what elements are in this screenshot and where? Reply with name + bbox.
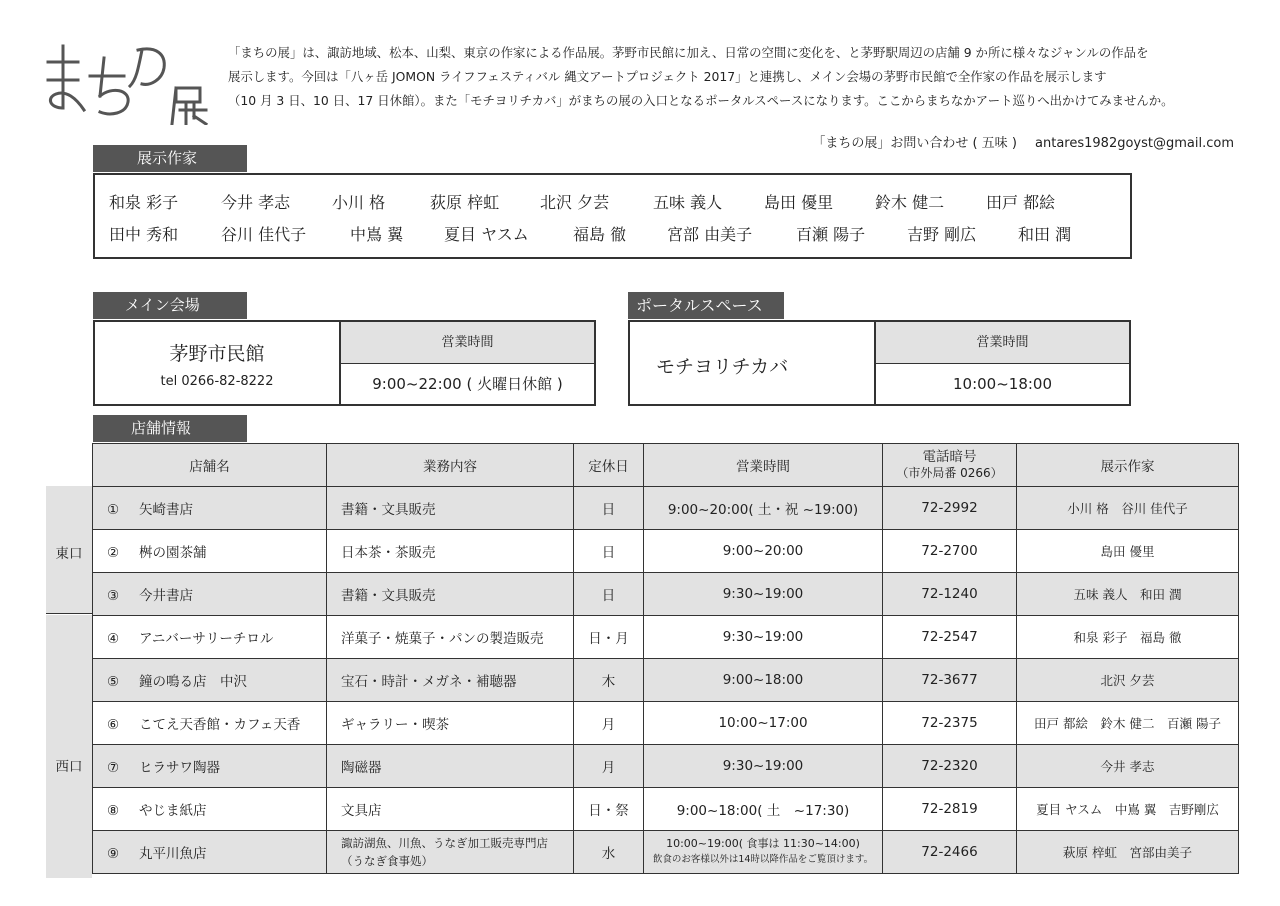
artist-name: 田戸 都絵 (986, 193, 1056, 212)
store-phone: 72-2547 (921, 629, 978, 645)
table-row (93, 788, 1239, 831)
table-row (93, 659, 1239, 702)
store-phone: 72-2992 (921, 500, 978, 516)
store-hours-note: 飲食のお客様以外は14時以降作品をご覧頂けます。 (652, 854, 874, 865)
store-artists: 和泉 彩子 福島 徹 (1073, 630, 1182, 645)
store-name: やじま紙店 (139, 803, 207, 819)
store-business: 書籍・文具販売 (341, 588, 436, 604)
contact-info (812, 132, 1234, 151)
store-business: 諏訪湖魚、川魚、うなぎ加工販売専門店 (341, 836, 548, 850)
logo (44, 40, 209, 125)
store-name-cell (93, 616, 327, 659)
artist-name: 島田 優里 (764, 193, 834, 212)
portal-space-hours: 10:00~18:00 (952, 375, 1053, 393)
store-hours: 9:00~18:00 (722, 672, 804, 688)
exit-west (46, 615, 92, 878)
store-hours: 10:00~17:00 (718, 715, 808, 731)
store-artists-cell (1017, 831, 1239, 874)
store-hours-cell (644, 616, 883, 659)
store-hours: 9:30~19:00 (722, 629, 804, 645)
store-hours-cell (644, 745, 883, 788)
store-name-cell (93, 659, 327, 702)
store-closed: 木 (601, 674, 616, 690)
intro-line-1: 「まちの展」は、諏訪地域、松本、山梨、東京の作家による作品展。茅野市民館に加え、日常の空間に変化を、と茅野駅周辺の店舗 9 か所に様々なジャンルの作品を (228, 45, 1149, 60)
store-artists: 五味 義人 和田 潤 (1073, 587, 1182, 602)
svg-text:まちの展: まちの展 (44, 40, 48, 41)
store-phone: 72-2320 (921, 758, 978, 774)
store-hours-cell (644, 530, 883, 573)
store-name-cell (93, 745, 327, 788)
artist-name: 今井 孝志 (221, 193, 291, 212)
store-phone-cell (883, 788, 1017, 831)
artists-box (93, 173, 1132, 259)
intro-line-2: 展示します。今回は「八ヶ岳 JOMON ライフフェスティバル 縄文アートプロジェクト 2017」と連携し、メイン会場の茅野市民館で全作家の作品を展示します (228, 69, 1107, 84)
store-name-cell (93, 831, 327, 874)
artist-name: 五味 義人 (653, 193, 723, 212)
store-closed-cell (574, 487, 644, 530)
store-name: 鐘の鳴る店 中沢 (139, 674, 247, 690)
store-closed-cell (574, 530, 644, 573)
store-number: ③ (107, 588, 120, 604)
store-artists-cell (1017, 487, 1239, 530)
store-business-cell (327, 573, 574, 616)
store-phone: 72-2819 (921, 801, 978, 817)
store-hours: 9:00~20:00 (722, 543, 804, 559)
header-closed: 定休日 (574, 444, 644, 487)
store-hours: 9:00~20:00( 土・祝 ~19:00) (667, 502, 859, 518)
store-artists-cell (1017, 702, 1239, 745)
store-name-cell (93, 573, 327, 616)
table-header-row (93, 444, 1239, 487)
table-row (93, 487, 1239, 530)
portal-space-hours-label: 営業時間 (876, 322, 1129, 364)
store-business-cell (327, 487, 574, 530)
store-closed: 日・祭 (588, 803, 629, 819)
store-hours-cell (644, 659, 883, 702)
store-phone-cell (883, 659, 1017, 702)
table-row (93, 831, 1239, 874)
store-name: アニバーサリーチロル (139, 631, 274, 647)
portal-space-name: モチヨリチカバ (656, 356, 789, 378)
stores-table (92, 443, 1239, 874)
store-number: ⑦ (107, 760, 120, 776)
store-name-cell (93, 788, 327, 831)
exit-east-label: 東口 (55, 546, 83, 562)
store-artists: 田戸 都絵 鈴木 健二 百瀬 陽子 (1034, 716, 1221, 731)
store-phone: 72-2700 (921, 543, 978, 559)
main-venue-hours-label: 営業時間 (341, 322, 594, 364)
header-phone (883, 444, 1017, 487)
header-phone-sub: （市外局番 0266） (896, 466, 1003, 480)
store-hours: 9:30~19:00 (722, 586, 804, 602)
header-artists: 展示作家 (1017, 444, 1239, 487)
store-artists-cell (1017, 788, 1239, 831)
artist-name: 吉野 剛広 (907, 225, 977, 244)
store-name: こてえ天香館・カフェ天香 (139, 717, 301, 733)
store-name: 丸平川魚店 (139, 846, 207, 862)
store-hours: 9:00~18:00( 土 ~17:30) (676, 803, 850, 819)
store-phone-cell (883, 616, 1017, 659)
store-artists: 萩原 梓虹 宮部由美子 (1063, 845, 1192, 860)
main-venue-info (95, 322, 341, 404)
store-number: ① (107, 502, 120, 518)
store-phone: 72-1240 (921, 586, 978, 602)
store-closed-cell (574, 616, 644, 659)
main-venue-tel: tel 0266-82-8222 (160, 374, 274, 389)
store-closed-cell (574, 788, 644, 831)
header-hours: 営業時間 (644, 444, 883, 487)
store-artists: 北沢 夕芸 (1100, 673, 1155, 688)
store-number: ⑥ (107, 717, 120, 733)
store-artists-cell (1017, 659, 1239, 702)
store-phone-cell (883, 530, 1017, 573)
artist-name: 和田 潤 (1018, 225, 1072, 244)
section-label-stores: 店舗情報 (93, 415, 247, 442)
store-name: 今井書店 (139, 588, 193, 604)
store-phone-cell (883, 702, 1017, 745)
logo-mark (44, 40, 209, 125)
table-row (93, 745, 1239, 788)
artist-name: 和泉 彩子 (109, 193, 179, 212)
store-phone-cell (883, 573, 1017, 616)
store-business-cell (327, 616, 574, 659)
store-artists: 夏目 ヤスム 中嶌 翼 吉野剛広 (1036, 802, 1219, 817)
store-business: 洋菓子・焼菓子・パンの製造販売 (341, 631, 544, 647)
store-business: 宝石・時計・メガネ・補聴器 (341, 674, 517, 690)
store-phone-cell (883, 745, 1017, 788)
store-closed-cell (574, 831, 644, 874)
artist-name: 小川 格 (332, 193, 386, 212)
store-business-cell (327, 530, 574, 573)
artist-name: 福島 徹 (573, 225, 627, 244)
store-business-cell (327, 745, 574, 788)
store-closed: 日・月 (588, 631, 629, 647)
store-hours-cell (644, 831, 883, 874)
store-hours-cell (644, 487, 883, 530)
store-closed: 月 (601, 760, 616, 776)
store-business-note: （うなぎ食事処） (341, 854, 433, 868)
store-number: ⑤ (107, 674, 120, 690)
section-label-main-venue: メイン会場 (93, 292, 247, 319)
store-business: 日本茶・茶販売 (341, 545, 436, 561)
exit-east (46, 486, 92, 614)
store-hours-cell (644, 702, 883, 745)
store-business: 陶磁器 (341, 760, 382, 776)
store-artists-cell (1017, 616, 1239, 659)
artist-name: 荻原 梓虹 (430, 193, 500, 212)
store-closed-cell (574, 745, 644, 788)
store-name: ヒラサワ陶器 (139, 760, 220, 776)
artist-name: 北沢 夕芸 (540, 193, 610, 212)
store-name-cell (93, 487, 327, 530)
main-venue-box (93, 320, 596, 406)
store-number: ⑧ (107, 803, 120, 819)
store-number: ④ (107, 631, 120, 647)
store-artists-cell (1017, 745, 1239, 788)
store-hours-cell (644, 788, 883, 831)
store-name: 桝の園茶舗 (139, 545, 207, 561)
store-name-cell (93, 702, 327, 745)
artist-name: 夏目 ヤスム (444, 225, 529, 244)
artist-name: 谷川 佳代子 (221, 225, 307, 244)
section-label-portal-space: ポータルスペース (628, 292, 784, 319)
contact-label: 「まちの展」お問い合わせ ( 五味 ) (812, 136, 1017, 151)
store-closed-cell (574, 659, 644, 702)
section-label-artists: 展示作家 (93, 145, 247, 172)
store-business-cell (327, 702, 574, 745)
store-closed-cell (574, 702, 644, 745)
store-closed-cell (574, 573, 644, 616)
store-business-cell (327, 659, 574, 702)
store-name-cell (93, 530, 327, 573)
store-business-cell (327, 788, 574, 831)
store-hours: 9:30~19:00 (722, 758, 804, 774)
header-phone-label: 電話暗号 (922, 449, 977, 465)
store-closed: 水 (601, 846, 616, 862)
store-closed: 日 (601, 588, 616, 604)
table-row (93, 573, 1239, 616)
artist-name: 百瀬 陽子 (796, 225, 866, 244)
store-number: ⑨ (107, 846, 120, 862)
store-phone: 72-3677 (921, 672, 978, 688)
store-closed: 月 (601, 717, 616, 733)
artist-name: 宮部 由美子 (667, 225, 753, 244)
store-phone-cell (883, 487, 1017, 530)
intro-line-3: （10 月 3 日、10 日、17 日休館）。また「モチヨリチカバ」がまちの展の入口となるポータルスペースになります。ここからまちなかアート巡りへ出かけてみませんか。 (228, 93, 1174, 108)
artist-name: 田中 秀和 (109, 225, 179, 244)
contact-email[interactable]: antares1982goyst@gmail.com (1035, 136, 1234, 151)
store-business: 文具店 (341, 803, 382, 819)
store-phone: 72-2375 (921, 715, 978, 731)
artist-name: 鈴木 健二 (875, 193, 945, 212)
store-artists: 島田 優里 (1100, 544, 1155, 559)
store-phone: 72-2466 (921, 844, 978, 860)
store-hours-cell (644, 573, 883, 616)
store-closed: 日 (601, 545, 616, 561)
store-hours: 10:00~19:00( 食事は 11:30~14:00) (666, 837, 860, 850)
table-row (93, 702, 1239, 745)
artist-name: 中嶌 翼 (350, 225, 404, 244)
store-closed: 日 (601, 502, 616, 518)
portal-space-box (628, 320, 1131, 406)
store-business: 書籍・文具販売 (341, 502, 436, 518)
store-number: ② (107, 545, 120, 561)
main-venue-name: 茅野市民館 (169, 343, 265, 365)
table-row (93, 616, 1239, 659)
store-artists: 今井 孝志 (1100, 759, 1155, 774)
store-name: 矢崎書店 (139, 502, 193, 518)
header-business: 業務内容 (327, 444, 574, 487)
store-artists: 小川 格 谷川 佳代子 (1067, 501, 1188, 516)
store-business-cell (327, 831, 574, 874)
main-venue-hours: 9:00~22:00 ( 火曜日休館 ) (372, 375, 563, 393)
intro-text (228, 41, 1243, 113)
header-store-name: 店舗名 (93, 444, 327, 487)
store-business: ギャラリー・喫茶 (341, 717, 449, 733)
store-artists-cell (1017, 573, 1239, 616)
store-phone-cell (883, 831, 1017, 874)
portal-space-info (630, 322, 876, 404)
table-row (93, 530, 1239, 573)
exit-west-label: 西口 (55, 759, 83, 775)
store-artists-cell (1017, 530, 1239, 573)
